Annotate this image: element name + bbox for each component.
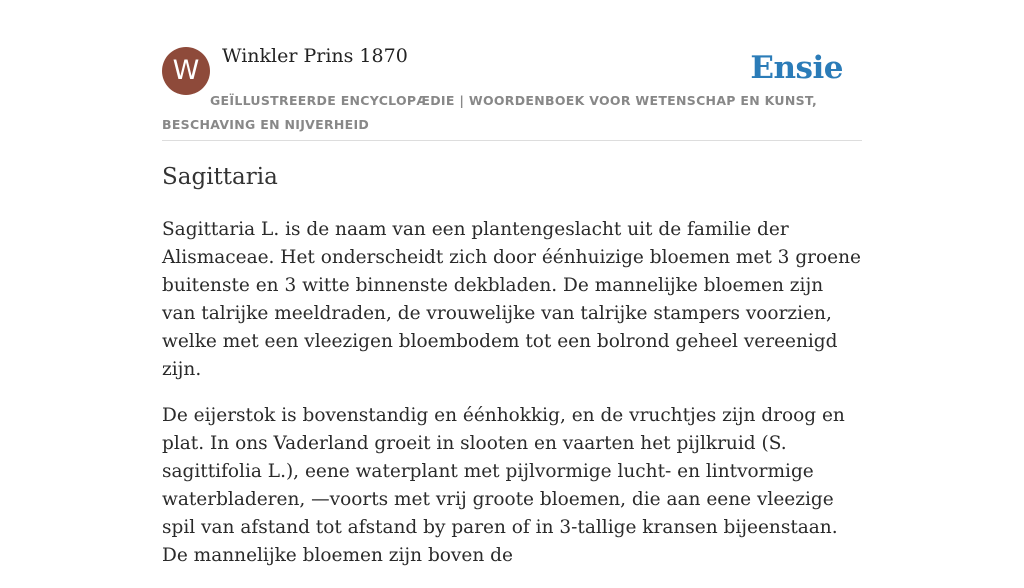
article-title: Sagittaria [162, 164, 278, 190]
source-subtitle: GEÏLLUSTREERDE ENCYCLOPÆDIE | WOORDENBOEK VOOR WETENSCHAP EN KUNST, BESCHAVING EN NIJVERHEID [162, 93, 818, 132]
source-name-link[interactable]: Winkler Prins 1870 [222, 45, 408, 67]
article-paragraph: Sagittaria L. is de naam van een plantengeslacht uit de familie der Alismaceae. Het onderscheidt zich door éénhuizige bloemen met 3 groene buitenste en 3 witte binnenste dekbladen. De mannelijke bloemen zijn van talrijke meeldraden, de vrouwelijke van talrijke stampers voorzien, welke met een vleezigen bloembodem tot een bolrond geheel vereenigd zijn. [162, 219, 861, 380]
ensie-logo[interactable]: Ensie [750, 50, 843, 86]
page [162, 0, 862, 566]
source-header [162, 0, 862, 141]
article-body [162, 216, 862, 588]
article-paragraph: De eijerstok is bovenstandig en éénhokkig, en de vruchtjes zijn droog en plat. In ons Vaderland groeit in slooten en vaarten het pijlkruid (S. sagittifolia L.), eene waterplant met pijlvormige lucht- en lintvormige waterbladeren, —voorts met vrij groote bloemen, die aan eene vleezige spil van afstand tot afstand by paren of in 3-tallige kransen bijeenstaan. De mannelijke bloemen zijn boven de [162, 405, 845, 566]
avatar[interactable]: W [162, 47, 210, 95]
